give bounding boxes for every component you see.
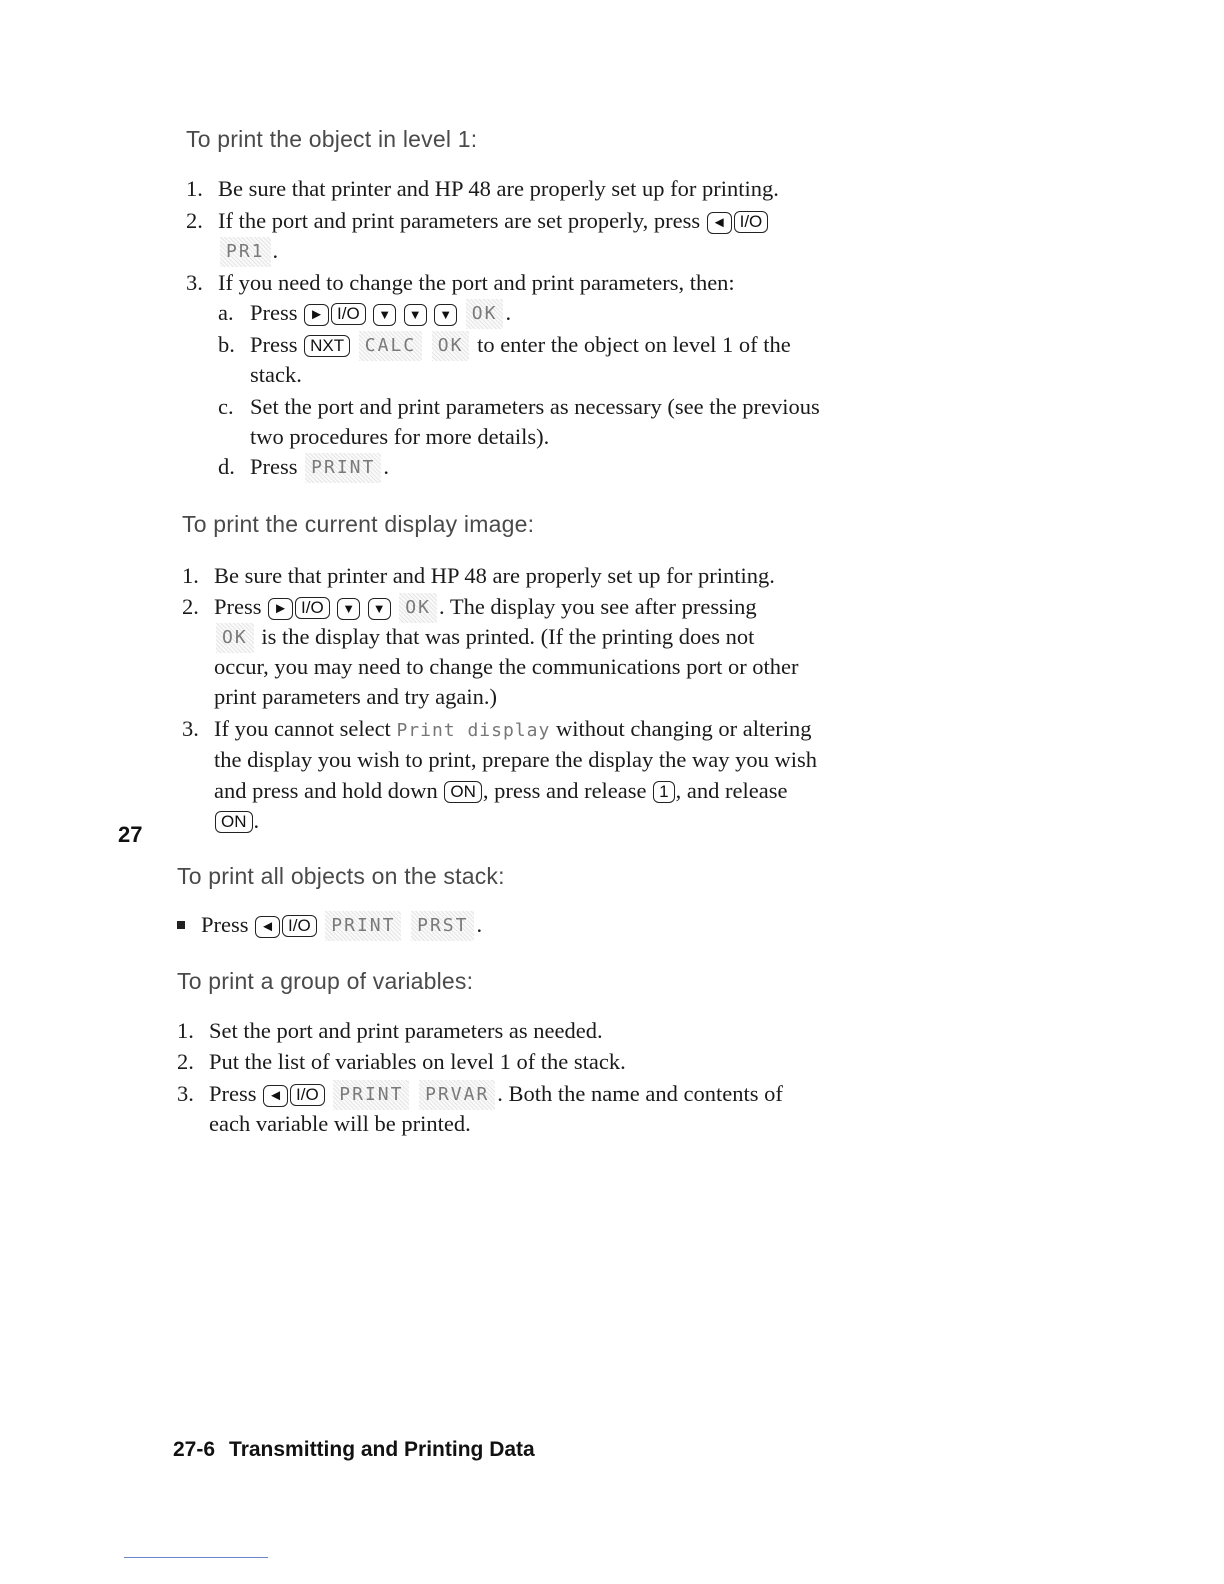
- down-arrow-key: ▼: [434, 304, 457, 326]
- menu-label-print: PRINT: [325, 911, 401, 941]
- heading-print-all-stack: To print all objects on the stack:: [177, 863, 505, 889]
- s4-step1: 1. Set the port and print parameters as needed.: [177, 1018, 603, 1043]
- down-arrow-key: ▼: [337, 598, 360, 620]
- s2-step3: 3. If you cannot select Print display without changing or altering: [182, 716, 812, 741]
- s1-step2: 2. If the port and print parameters are set properly, press ◄ I/O: [186, 206, 769, 236]
- nxt-key: NXT: [304, 335, 350, 357]
- s1-sub-c-cont: two procedures for more details).: [250, 424, 550, 449]
- down-arrow-key: ▼: [404, 304, 427, 326]
- left-shift-key: ◄: [255, 916, 280, 938]
- io-key: I/O: [290, 1084, 325, 1106]
- heading-print-variables: To print a group of variables:: [177, 968, 474, 994]
- page-footer: [173, 1438, 535, 1462]
- s3-bullet: Press ◄ I/O PRINT PRST .: [177, 910, 482, 941]
- io-key: I/O: [282, 915, 317, 937]
- menu-label-calc: CALC: [359, 331, 422, 361]
- on-key: ON: [215, 811, 253, 833]
- chapter-title: Transmitting and Printing Data: [229, 1438, 535, 1461]
- menu-label-prvar: PRVAR: [419, 1080, 495, 1110]
- heading-print-display-image: To print the current display image:: [182, 511, 535, 537]
- down-arrow-key: ▼: [373, 304, 396, 326]
- s4-step3-cont: each variable will be printed.: [209, 1111, 471, 1136]
- s2-step1: 1. Be sure that printer and HP 48 are properly set up for printing.: [182, 563, 775, 588]
- left-shift-key: ◄: [263, 1085, 288, 1107]
- down-arrow-key: ▼: [368, 598, 391, 620]
- s2-step3-cont2: and press and hold down ON , press and release 1 , and release: [214, 778, 788, 803]
- s2-step2: 2. Press ► I/O ▼ ▼ OK . The display you see after pressing: [182, 592, 757, 623]
- s1-step3: 3. If you need to change the port and print parameters, then:: [186, 270, 735, 295]
- one-key: 1: [653, 781, 674, 803]
- s1-step1: 1. Be sure that printer and HP 48 are properly set up for printing.: [186, 176, 779, 201]
- s2-step2-cont3: print parameters and try again.): [214, 684, 498, 709]
- menu-label-print: PRINT: [333, 1080, 409, 1110]
- bullet-icon: [177, 921, 185, 929]
- menu-label-print: PRINT: [305, 453, 381, 483]
- s1-sub-a: a. Press ► I/O ▼ ▼ ▼ OK .: [218, 298, 511, 329]
- heading-print-object-level1: To print the object in level 1:: [186, 126, 478, 152]
- s2-step2-cont2: occur, you may need to change the communications port or other: [214, 654, 799, 679]
- s1-step2-cont: PR1 .: [218, 236, 278, 267]
- s2-step3-cont1: the display you wish to print, prepare the display the way you wish: [214, 747, 818, 772]
- right-shift-key: ►: [304, 304, 329, 326]
- menu-label-ok: OK: [432, 331, 470, 361]
- left-shift-key: ◄: [707, 212, 732, 234]
- s2-step3-cont3: ON .: [214, 806, 259, 836]
- io-key: I/O: [734, 211, 769, 233]
- io-key: I/O: [295, 597, 330, 619]
- chapter-tab: 27: [118, 822, 143, 847]
- s1-sub-b: b. Press NXT CALC OK to enter the object on level 1 of the: [218, 330, 791, 361]
- right-shift-key: ►: [268, 598, 293, 620]
- menu-label-ok: OK: [216, 623, 254, 653]
- bottom-rule: [124, 1557, 268, 1558]
- print-display-command: Print display: [396, 720, 551, 741]
- menu-label-pr1: PR1: [220, 237, 271, 267]
- on-key: ON: [444, 781, 482, 803]
- s2-step2-cont1: OK is the display that was printed. (If the printing does not: [214, 622, 754, 653]
- io-key: I/O: [331, 303, 366, 325]
- menu-label-ok: OK: [399, 593, 437, 623]
- s4-step3: 3. Press ◄ I/O PRINT PRVAR . Both the name and contents of: [177, 1079, 783, 1110]
- menu-label-prst: PRST: [411, 911, 474, 941]
- s1-sub-b-cont: stack.: [250, 362, 302, 387]
- s4-step2: 2. Put the list of variables on level 1 of the stack.: [177, 1049, 626, 1074]
- page-number: 27-6: [173, 1438, 216, 1461]
- s1-sub-d: d. Press PRINT .: [218, 452, 389, 483]
- menu-label-ok: OK: [466, 299, 504, 329]
- s1-sub-c: c. Set the port and print parameters as necessary (see the previous: [218, 394, 820, 419]
